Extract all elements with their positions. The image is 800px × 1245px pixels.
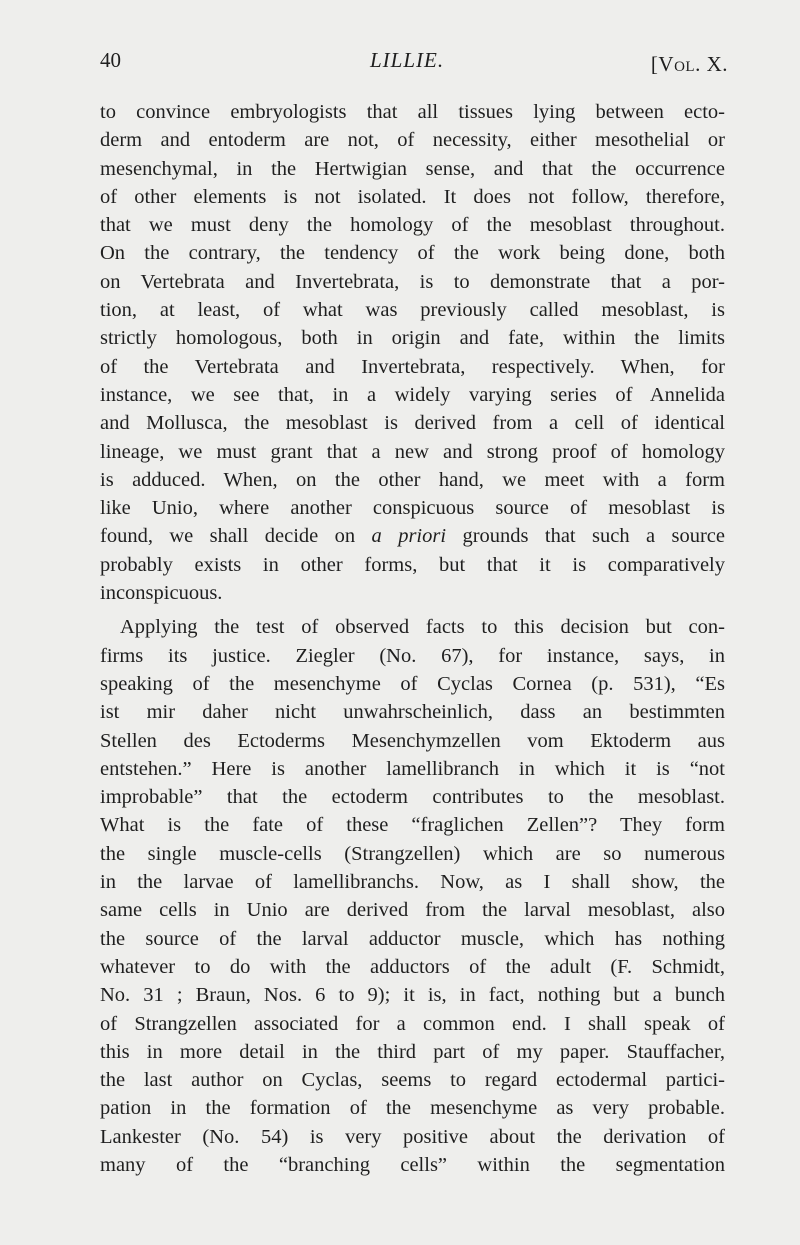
running-title: LILLIE. bbox=[370, 48, 445, 72]
text-line-with-italic bbox=[100, 522, 725, 550]
body-text bbox=[100, 98, 725, 1179]
text-line: ist mir daher nicht unwahrscheinlich, dass an bestimmten bbox=[100, 701, 725, 724]
italic-phrase: a priori bbox=[371, 525, 447, 548]
running-header bbox=[100, 48, 730, 80]
text-line: to convince embryologists that all tissues lying between ecto- bbox=[100, 101, 725, 123]
text-line: entstehen.” Here is another lamellibranch in which it is “not bbox=[100, 757, 725, 780]
text-line: improbable” that the ectoderm contributes to the mesoblast. bbox=[100, 786, 725, 809]
text-line: in the larvae of lamellibranchs. Now, as I shall show, the bbox=[100, 871, 725, 894]
text-line: is adduced. When, on the other hand, we meet with a form bbox=[100, 468, 725, 491]
paragraph-2 bbox=[100, 613, 725, 1179]
text-line: derm and entoderm are not, of necessity, either mesothelial or bbox=[100, 129, 725, 152]
text-line: many of the “branching cells” within the segmentation bbox=[100, 1153, 725, 1176]
text-line: of Strangzellen associated for a common end. I shall speak of bbox=[100, 1012, 725, 1035]
text-line: of the Vertebrata and Invertebrata, respectively. When, for bbox=[100, 355, 725, 378]
text-line: mesenchymal, in the Hertwigian sense, and that the occurrence bbox=[100, 157, 725, 180]
text-line: lineage, we must grant that a new and strong proof of homology bbox=[100, 440, 725, 463]
text-line: whatever to do with the adductors of the adult (F. Schmidt, bbox=[100, 955, 725, 978]
text-line: speaking of the mesenchyme of Cyclas Cornea (p. 531), “Es bbox=[100, 672, 725, 695]
text-line: the last author on Cyclas, seems to regard ectodermal partici- bbox=[100, 1069, 725, 1092]
text-line: No. 31 ; Braun, Nos. 6 to 9); it is, in fact, nothing but a bunch bbox=[100, 984, 725, 1007]
text-line: Lankester (No. 54) is very positive about the derivation of bbox=[100, 1125, 725, 1148]
text-line: and Mollusca, the mesoblast is derived from a cell of identical bbox=[100, 412, 725, 435]
text-line: same cells in Unio are derived from the larval mesoblast, also bbox=[100, 899, 725, 922]
text-line: strictly homologous, both in origin and fate, within the limits bbox=[100, 327, 725, 350]
text-line: that we must deny the homology of the mesoblast throughout. bbox=[100, 214, 725, 237]
text-line: like Unio, where another conspicuous source of mesoblast is bbox=[100, 497, 725, 520]
text-line: instance, we see that, in a widely varying series of Annelida bbox=[100, 383, 725, 406]
text-line: the source of the larval adductor muscle, which has nothing bbox=[100, 927, 725, 950]
paragraph-1 bbox=[100, 98, 725, 607]
page-number: 40 bbox=[100, 48, 121, 72]
text-line: probably exists in other forms, but that it is comparatively bbox=[100, 553, 725, 576]
text-line: On the contrary, the tendency of the work being done, both bbox=[100, 242, 725, 265]
text-line: on Vertebrata and Invertebrata, is to demonstrate that a por- bbox=[100, 270, 725, 293]
text-line: the single muscle-cells (Strangzellen) which are so numerous bbox=[100, 842, 725, 865]
text-line: pation in the formation of the mesenchyme as very probable. bbox=[100, 1097, 725, 1120]
text-line: this in more detail in the third part of my paper. Stauffacher, bbox=[100, 1040, 725, 1063]
text-line: of other elements is not isolated. It does not follow, therefore, bbox=[100, 185, 725, 208]
text-line: What is the fate of these “fraglichen Zellen”? They form bbox=[100, 814, 725, 837]
text-line: firms its justice. Ziegler (No. 67), for instance, says, in bbox=[100, 644, 725, 667]
text-line: tion, at least, of what was previously called mesoblast, is bbox=[100, 299, 725, 322]
volume-label: [Vol. X. bbox=[650, 52, 728, 76]
text-line: Stellen des Ectoderms Mesenchymzellen vom Ektoderm aus bbox=[100, 729, 725, 752]
text-line: Applying the test of observed facts to this decision but con- bbox=[120, 616, 725, 639]
text-line: inconspicuous. bbox=[100, 582, 223, 605]
text-segment: grounds that such a source bbox=[446, 525, 725, 548]
text-segment: found, we shall decide on bbox=[100, 525, 372, 548]
